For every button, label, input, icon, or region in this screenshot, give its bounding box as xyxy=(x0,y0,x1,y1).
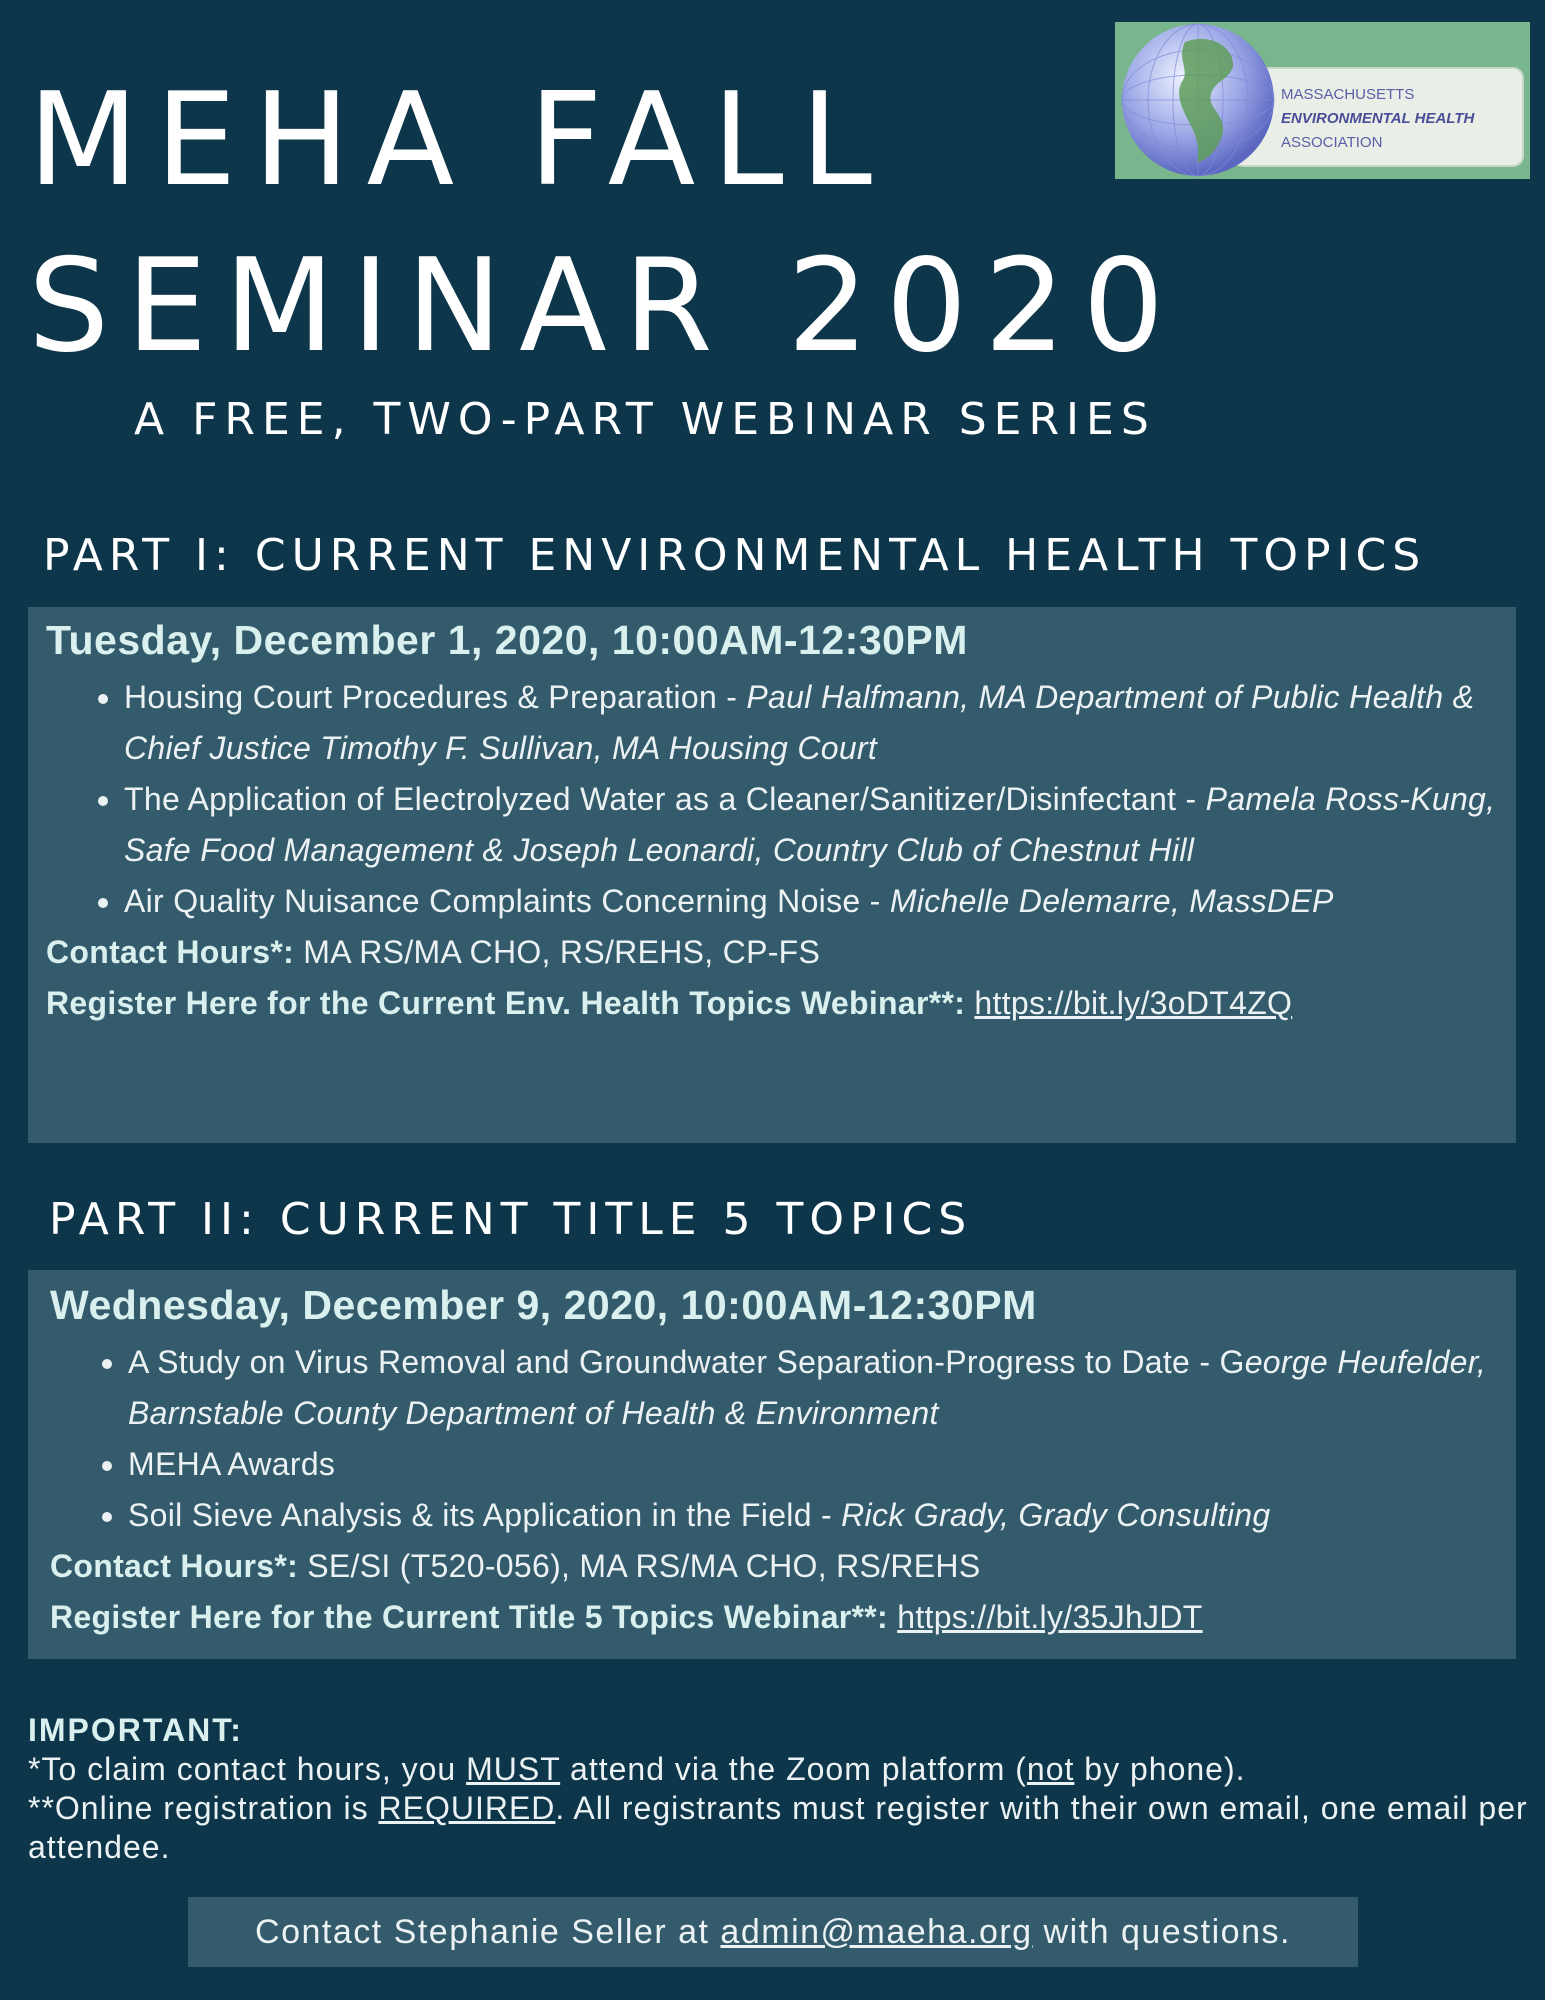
meha-logo xyxy=(1115,22,1530,179)
part1-panel xyxy=(28,607,1516,1143)
contact-hours-note xyxy=(28,1750,1528,1789)
topic-title: Housing Court Procedures & Preparation - xyxy=(124,679,747,715)
svg-text:ASSOCIATION: ASSOCIATION xyxy=(1281,134,1383,151)
important-notes xyxy=(28,1711,1528,1867)
list-item xyxy=(128,1490,1494,1541)
part2-topic-list xyxy=(50,1337,1494,1541)
contact-hours-value: MA RS/MA CHO, RS/REHS, CP-FS xyxy=(294,934,821,970)
title-line-2: SEMINAR 2020 xyxy=(28,232,1181,381)
note-text: . All registrants must register with their own email, one email per attendee. xyxy=(28,1790,1528,1865)
list-item xyxy=(128,1439,1494,1490)
topic-speakers: Michelle Delemarre, MassDEP xyxy=(889,883,1334,919)
part2-register-link[interactable]: https://bit.ly/35JhJDT xyxy=(897,1599,1203,1635)
list-item xyxy=(124,876,1498,927)
contact-hours-value: SE/SI (T520-056), MA RS/MA CHO, RS/REHS xyxy=(298,1548,981,1584)
register-label: Register Here for the Current Env. Health Topics Webinar**: xyxy=(46,985,966,1021)
part1-heading: PART I: CURRENT ENVIRONMENTAL HEALTH TOPICS xyxy=(43,530,1427,581)
topic-speakers: Pamela Ross-Kung, Safe Food Management & Joseph Leonardi, Country Club of Chestnut Hill xyxy=(124,781,1496,868)
contact-hours-label: Contact Hours*: xyxy=(50,1548,299,1584)
list-item xyxy=(124,672,1498,774)
part2-panel xyxy=(28,1270,1516,1659)
note-text: by phone). xyxy=(1074,1751,1246,1787)
register-label: Register Here for the Current Title 5 Topics Webinar**: xyxy=(50,1599,889,1635)
registration-note xyxy=(28,1789,1528,1867)
contact-suffix: with questions. xyxy=(1032,1913,1291,1951)
note-emphasis: MUST xyxy=(466,1751,561,1787)
list-item xyxy=(124,774,1498,876)
note-text: *To claim contact hours, you xyxy=(28,1751,467,1787)
title-line-1: MEHA FALL xyxy=(28,66,889,215)
page-title xyxy=(28,58,1181,390)
part1-topic-list xyxy=(46,672,1498,927)
topic-speakers: eorge Heufelder, Barnstable County Department of Health & Environment xyxy=(128,1344,1487,1431)
part1-register-link[interactable]: https://bit.ly/3oDT4ZQ xyxy=(974,985,1293,1021)
list-item xyxy=(128,1337,1494,1439)
part1-contact-hours xyxy=(46,927,1498,978)
subtitle: A FREE, TWO-PART WEBINAR SERIES xyxy=(134,394,1156,445)
important-heading: IMPORTANT: xyxy=(28,1712,243,1748)
part2-register xyxy=(50,1592,1494,1643)
contact-bar xyxy=(188,1897,1358,1967)
contact-prefix: Contact Stephanie Seller at xyxy=(255,1913,721,1951)
contact-email-link[interactable]: admin@maeha.org xyxy=(720,1913,1033,1951)
topic-title: The Application of Electrolyzed Water as a Cleaner/Sanitizer/Disinfectant - xyxy=(124,781,1206,817)
topic-title: Soil Sieve Analysis & its Application in the Field - xyxy=(128,1497,842,1533)
topic-speakers: Paul Halfmann, MA Department of Public Health & Chief Justice Timothy F. Sullivan, MA Housing Court xyxy=(124,679,1475,766)
part1-register xyxy=(46,978,1498,1029)
part1-date: Tuesday, December 1, 2020, 10:00AM-12:30PM xyxy=(46,617,968,663)
note-text: **Online registration is xyxy=(28,1790,379,1826)
note-text: attend via the Zoom platform ( xyxy=(560,1751,1027,1787)
note-emphasis: REQUIRED xyxy=(378,1790,556,1826)
note-emphasis: not xyxy=(1026,1751,1075,1787)
part2-heading: PART II: CURRENT TITLE 5 TOPICS xyxy=(49,1194,973,1245)
contact-hours-label: Contact Hours*: xyxy=(46,934,295,970)
topic-title: Air Quality Nuisance Complaints Concerning Noise - xyxy=(124,883,890,919)
svg-text:MASSACHUSETTS: MASSACHUSETTS xyxy=(1281,86,1415,103)
topic-title: A Study on Virus Removal and Groundwater Separation-Progress to Date - G xyxy=(128,1344,1245,1380)
part2-date: Wednesday, December 9, 2020, 10:00AM-12:30PM xyxy=(50,1282,1037,1328)
svg-text:ENVIRONMENTAL HEALTH: ENVIRONMENTAL HEALTH xyxy=(1281,110,1475,127)
topic-title: MEHA Awards xyxy=(128,1446,336,1482)
topic-speakers: Rick Grady, Grady Consulting xyxy=(841,1497,1271,1533)
part2-contact-hours xyxy=(50,1541,1494,1592)
